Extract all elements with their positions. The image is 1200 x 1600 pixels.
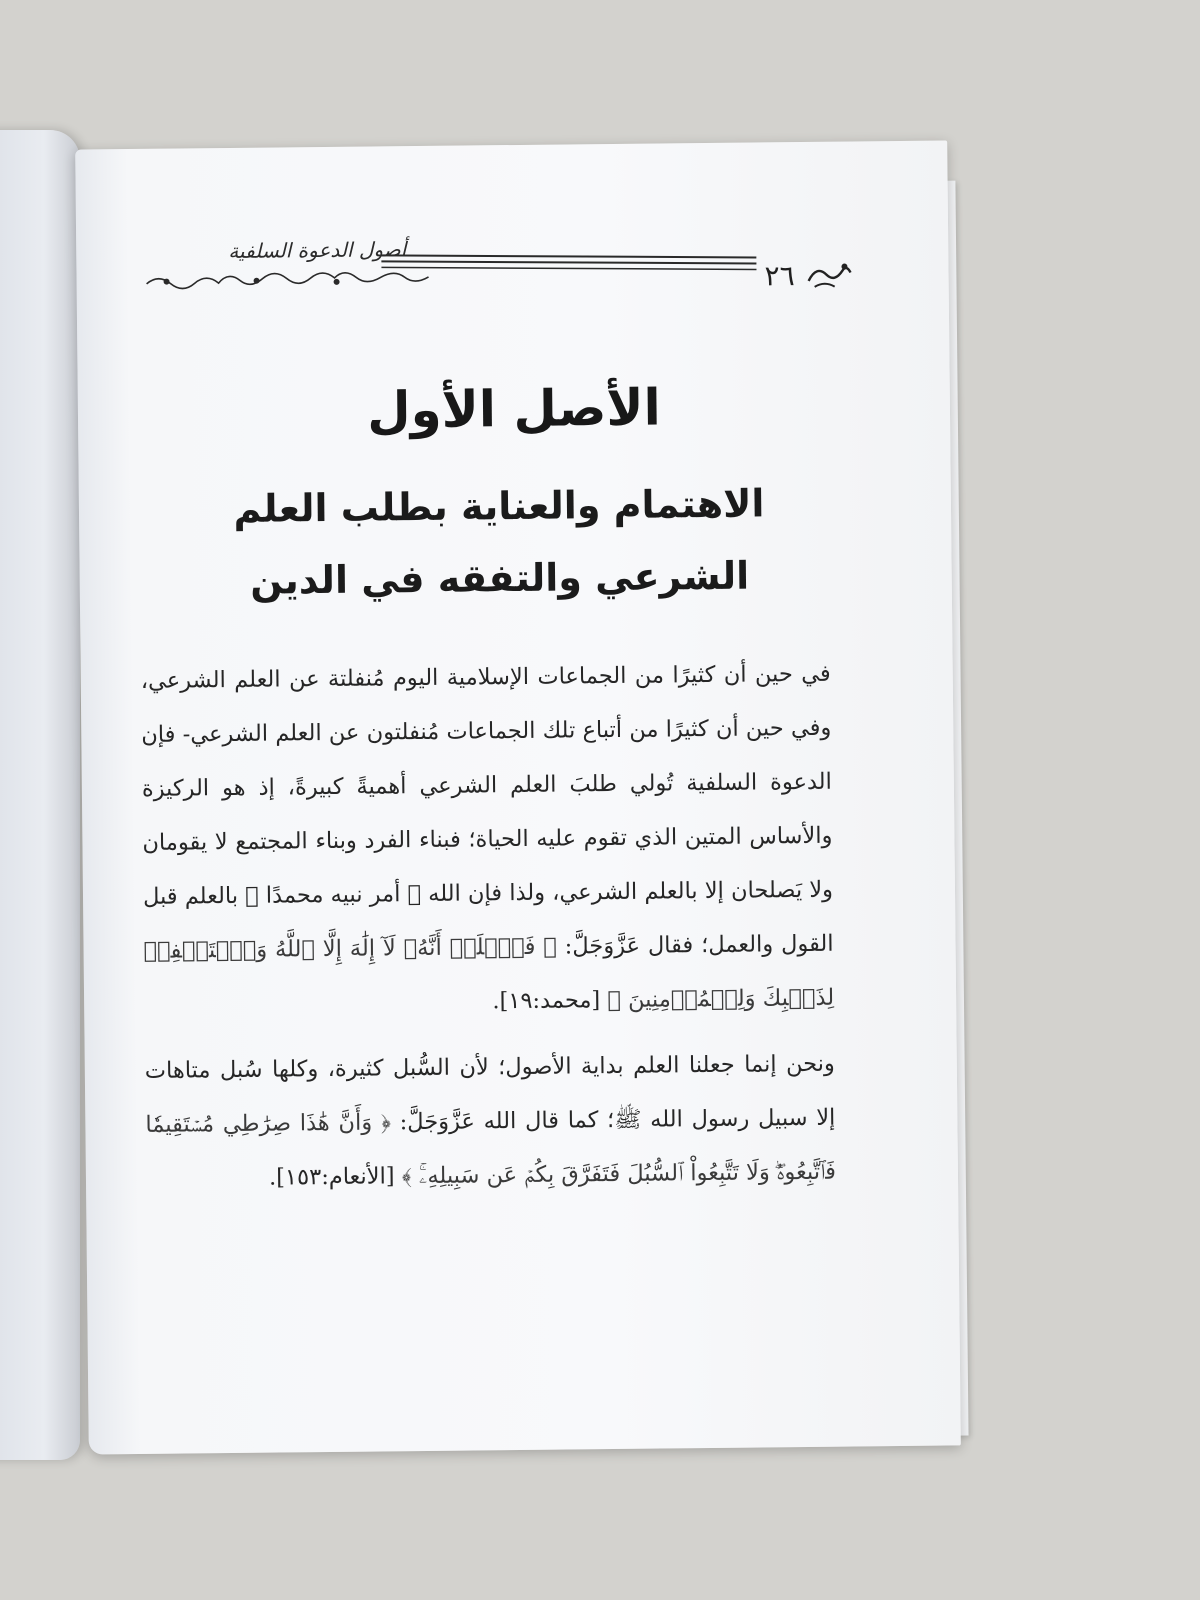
body-text (140, 647, 836, 1218)
paragraph-1-text: في حين أن كثيرًا من الجماعات الإسلامية اليوم مُنفلتة عن العلم الشرعي، وفي حين أن كثيرًا من أتباع تلك الجماعات مُنفلتون عن العلم الشرعي- فإن الدعوة السلفية تُولي طلبَ العلم الشرعي أهميةً كبيرةً، إذ هو الركيزة والأساس المتين الذي تقوم عليه الحياة؛ فبناء الفرد وبناء المجتمع لا يقومان ولا يَصلحان إلا بالعلم الشرعي، ولذا فإن الله ﷻ أمر نبيه محمدًا ﷺ بالعلم قبل القول والعمل؛ فقال عَزَّوَجَلَّ: (140, 660, 834, 960)
book-page (75, 140, 961, 1454)
chapter-subtitle: الاهتمام والعناية بطلب العلم الشرعي والتفقه في الدين (233, 481, 765, 603)
page-number: ٢٦ (764, 259, 795, 293)
page-number-ornament-icon (804, 256, 854, 291)
paragraph-2-text: ونحن إنما جعلنا العلم بداية الأصول؛ لأن السُّبل كثيرة، وكلها سُبل متاهات إلا سبيل رسول الله ﷺ؛ كما قال الله عَزَّوَجَلَّ: (144, 1050, 836, 1136)
chapter-title: الأصل الأول (366, 378, 662, 440)
page-header (136, 227, 837, 304)
paragraph-2 (145, 1037, 837, 1206)
quran-verse-1: ﴿ فَٱعۡلَمۡ أَنَّهُۥ لَآ إِلَٰهَ إِلَّا ٱللَّهُ وَٱسۡتَغۡفِرۡ لِذَنۢبِكَ وَلِلۡمُؤۡمِنِينَ ﴾ (143, 933, 835, 1014)
verse-reference-2: [الأنعام:١٥٣]. (268, 1163, 395, 1191)
paragraph-1 (140, 647, 834, 1032)
running-title: أصول الدعوة السلفية (228, 237, 407, 264)
verse-reference-1: [محمد:١٩]. (492, 987, 601, 1015)
quran-verse-2: ﴿ وَأَنَّ هَٰذَا صِرَٰطِي مُسۡتَقِيمٗا فَٱتَّبِعُوهُۖ وَلَا تَتَّبِعُواْ ٱلسُّبُلَ فَتَفَرَّقَ بِكُمۡ عَن سَبِيلِهِۦۚ ﴾ (145, 1109, 837, 1190)
previous-page-edge (0, 130, 80, 1460)
